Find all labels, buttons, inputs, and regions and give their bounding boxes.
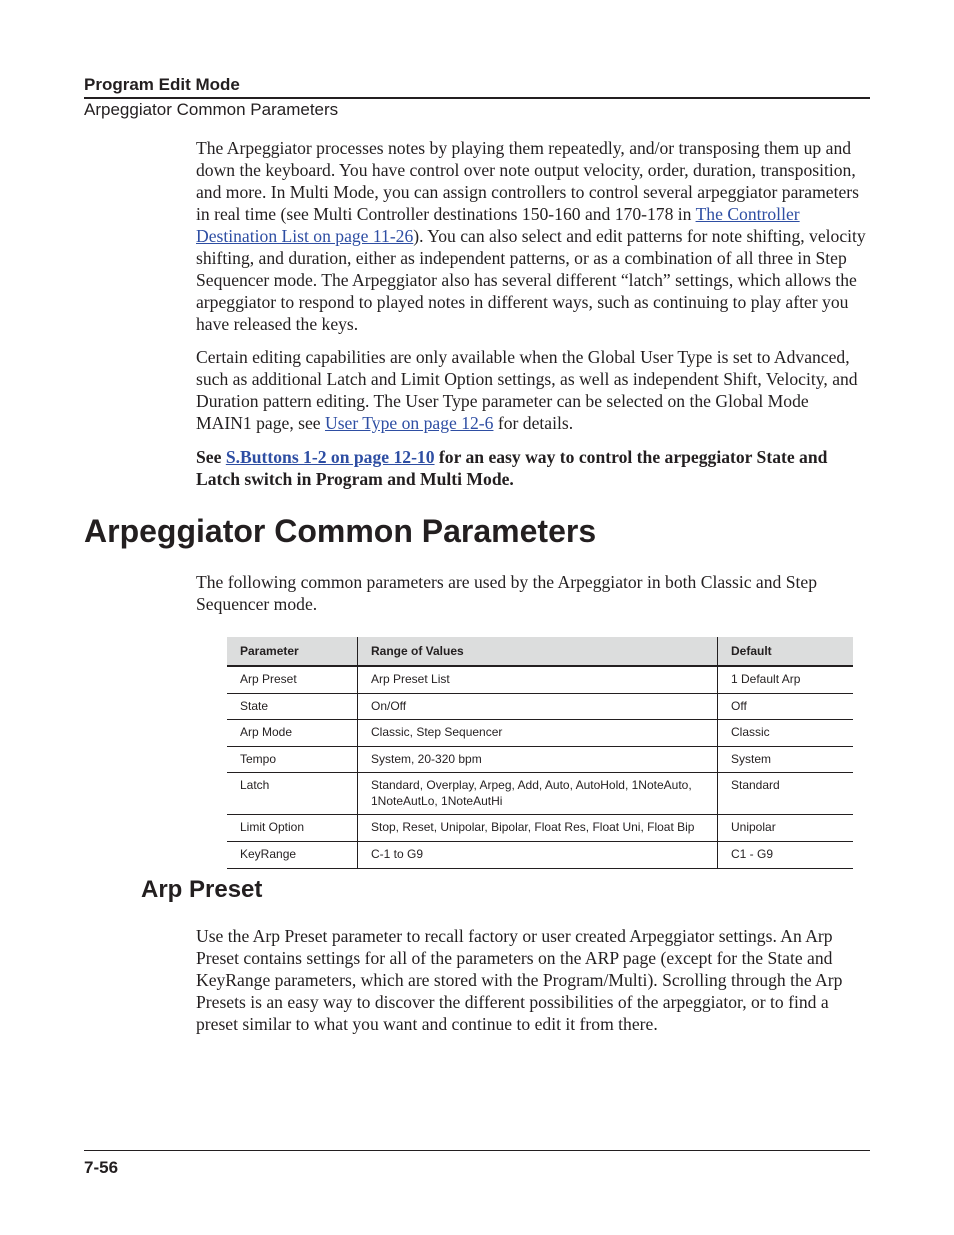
table-row [227,693,853,720]
cell-parameter: Arp Preset [227,666,358,693]
cell-parameter: Arp Mode [227,720,358,747]
intro-paragraph-1: The Arpeggiator processes notes by playing them repeatedly, and/or transposing them up and down the keyboard. You have control over note output velocity, order, duration, transposition, and more. In Multi Mode, you can assign controllers to control several arpeggiator parameters in real time (see Multi Controller destinations 150-160 and 170-178 in The Controller Destination List on page 11-26). You can also select and edit patterns for note shifting, velocity shifting, and duration, either as independent patterns, or as a combination of all three in Step Sequencer mode. The Arpeggiator also has several different “latch” settings, which allows the arpeggiator to respond to played notes in different ways, such as continuing to play after you have released the keys. [196,138,866,334]
table-row [227,842,853,869]
header-default: Default [718,637,854,666]
cell-range: Classic, Step Sequencer [358,720,718,747]
page-number: 7-56 [84,1158,119,1177]
cell-default: 1 Default Arp [718,666,854,693]
section-intro: The following common parameters are used by the Arpeggiator in both Classic and Step Sequencer mode. [196,572,818,614]
sbuttons-link[interactable]: S.Buttons 1-2 on page 12-10 [225,447,435,467]
header-range: Range of Values [358,637,718,666]
cell-parameter: KeyRange [227,842,358,869]
footer-rule [84,1150,870,1151]
cell-parameter: Limit Option [227,815,358,842]
cell-default: Unipolar [718,815,854,842]
cell-range: Arp Preset List [358,666,718,693]
cell-default: Off [718,693,854,720]
cell-parameter: Tempo [227,746,358,773]
cell-parameter: State [227,693,358,720]
table-row [227,746,853,773]
cell-default: Standard [718,773,854,815]
running-header-chapter: Program Edit Mode [84,75,240,94]
table-row [227,773,853,815]
intro-paragraph-2: Certain editing capabilities are only available when the Global User Type is set to Advanced, such as additional Latch and Limit Option settings, as well as independent Shift, Velocity, and Duration pattern editing. The User Type parameter can be selected on the Global Mode MAIN1 page, see User Type on page 12-6 for details. [196,347,858,433]
cell-range: Standard, Overplay, Arpeg, Add, Auto, AutoHold, 1NoteAuto, 1NoteAutLo, 1NoteAutHi [358,773,718,815]
cell-default: C1 - G9 [718,842,854,869]
controller-destination-link[interactable]: The Controller Destination List on page 11-26 [196,204,800,246]
intro-paragraph-3: See S.Buttons 1-2 on page 12-10 for an easy way to control the arpeggiator State and Latch switch in Program and Multi Mode. [196,447,828,489]
cell-range: On/Off [358,693,718,720]
table-row [227,815,853,842]
parameters-table [227,637,853,869]
section-title: Arpeggiator Common Parameters [84,513,597,549]
cell-parameter: Latch [227,773,358,815]
subsection-title: Arp Preset [141,876,263,903]
cell-range: Stop, Reset, Unipolar, Bipolar, Float Res, Float Uni, Float Bip [358,815,718,842]
header-parameter: Parameter [227,637,358,666]
running-header-section: Arpeggiator Common Parameters [84,100,339,119]
table-row [227,666,853,693]
user-type-link[interactable]: User Type on page 12-6 [324,413,494,433]
cell-default: Classic [718,720,854,747]
table-header-row [227,637,853,666]
table-row [227,720,853,747]
header-rule [84,97,870,99]
subsection-paragraph: Use the Arp Preset parameter to recall factory or user created Arpeggiator settings. An Arp Preset contains settings for all of the parameters on the ARP page (except for the State and KeyRange parameters, which are stored with the Program/Multi). Scrolling through the Arp Presets is an easy way to discover the different possibilities of the arpeggiator, or to find a preset similar to what you want and continue to edit it from there. [196,926,843,1034]
cell-range: C-1 to G9 [358,842,718,869]
cell-default: System [718,746,854,773]
cell-range: System, 20-320 bpm [358,746,718,773]
